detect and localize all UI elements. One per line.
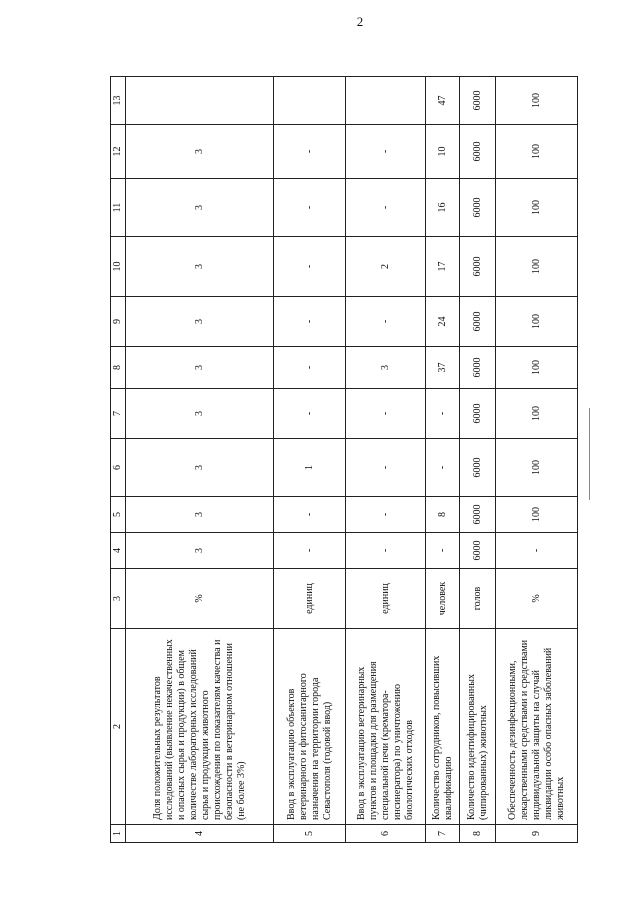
row-unit: голов <box>460 569 496 629</box>
value-cell: 3 <box>126 533 274 569</box>
value-cell: 100 <box>496 389 578 439</box>
value-cell: 3 <box>126 347 274 389</box>
value-cell: - <box>426 389 460 439</box>
value-cell: 3 <box>346 347 426 389</box>
value-cell: 3 <box>126 389 274 439</box>
value-cell: 37 <box>426 347 460 389</box>
value-cell: 6000 <box>460 533 496 569</box>
header-cell: 12 <box>111 125 126 179</box>
value-cell: 3 <box>126 237 274 297</box>
value-cell: 1 <box>274 439 346 497</box>
row-number: 6 <box>346 825 426 843</box>
value-cell: - <box>274 389 346 439</box>
row-description: Обеспеченность дезинфекционными, лекарственными средствами и средствами индивидуальной защиты на случай ликвидации особо опасных заболеваний животных <box>496 629 578 825</box>
header-cell: 9 <box>111 297 126 347</box>
value-cell: - <box>426 533 460 569</box>
value-cell: 100 <box>496 237 578 297</box>
value-cell <box>126 77 274 125</box>
row-number: 7 <box>426 825 460 843</box>
row-unit: % <box>496 569 578 629</box>
header-cell: 2 <box>111 629 126 825</box>
value-cell: 100 <box>496 347 578 389</box>
table-row <box>126 77 274 843</box>
scan-mark <box>589 408 590 500</box>
value-cell: 3 <box>126 125 274 179</box>
value-cell: 100 <box>496 497 578 533</box>
value-cell: - <box>496 533 578 569</box>
value-cell: 2 <box>346 237 426 297</box>
header-cell: 5 <box>111 497 126 533</box>
value-cell: - <box>274 179 346 237</box>
value-cell <box>274 77 346 125</box>
value-cell: 24 <box>426 297 460 347</box>
value-cell: 10 <box>426 125 460 179</box>
value-cell: 6000 <box>460 77 496 125</box>
value-cell: 6000 <box>460 497 496 533</box>
value-cell: - <box>346 389 426 439</box>
header-cell: 4 <box>111 533 126 569</box>
value-cell: - <box>346 297 426 347</box>
value-cell: 6000 <box>460 389 496 439</box>
value-cell: 100 <box>496 439 578 497</box>
header-cell: 13 <box>111 77 126 125</box>
row-unit: единиц <box>274 569 346 629</box>
value-cell: - <box>274 125 346 179</box>
row-unit: % <box>126 569 274 629</box>
header-row <box>111 77 126 843</box>
row-description: Ввод в эксплуатацию объектов ветеринарного и фитосанитарного назначения на территории города Севастополя (годовой ввод) <box>274 629 346 825</box>
row-description: Количество идентифицированных (чипированных) животных <box>460 629 496 825</box>
value-cell: - <box>274 497 346 533</box>
value-cell: - <box>274 237 346 297</box>
row-description: Ввод в эксплуатацию ветеринарных пунктов и площадки для размещения специальной печи (крематора-инсинератора) по уничтожению биологических отходов <box>346 629 426 825</box>
value-cell: 3 <box>126 297 274 347</box>
row-unit: единиц <box>346 569 426 629</box>
header-cell: 1 <box>111 825 126 843</box>
value-cell: - <box>346 533 426 569</box>
header-cell: 6 <box>111 439 126 497</box>
value-cell: - <box>274 533 346 569</box>
value-cell: - <box>346 179 426 237</box>
row-number: 5 <box>274 825 346 843</box>
value-cell: 3 <box>126 179 274 237</box>
row-unit: человек <box>426 569 460 629</box>
value-cell: - <box>346 125 426 179</box>
header-cell: 7 <box>111 389 126 439</box>
header-cell: 11 <box>111 179 126 237</box>
value-cell: 17 <box>426 237 460 297</box>
value-cell: 8 <box>426 497 460 533</box>
value-cell: 6000 <box>460 125 496 179</box>
value-cell: 100 <box>496 77 578 125</box>
row-description: Количество сотрудников, повысивших квалификацию <box>426 629 460 825</box>
page-number: 2 <box>356 14 364 29</box>
row-number: 9 <box>496 825 578 843</box>
value-cell: 100 <box>496 179 578 237</box>
value-cell <box>346 77 426 125</box>
rotated-table-wrapper <box>110 77 576 843</box>
table-row <box>496 77 578 843</box>
value-cell: 6000 <box>460 347 496 389</box>
value-cell: 47 <box>426 77 460 125</box>
data-table <box>110 76 578 843</box>
value-cell: 3 <box>126 439 274 497</box>
value-cell: 3 <box>126 497 274 533</box>
table-row <box>426 77 460 843</box>
table-row <box>346 77 426 843</box>
row-description: Доля положительных результатов исследований (выявление некачественных и опасных сырья и продукции) в общем количестве лабораторных исследований сырья и продукции животного происхождения по показателям качества и безопасности в ветеринарном отношении (не более 3%) <box>126 629 274 825</box>
value-cell: - <box>346 497 426 533</box>
value-cell: 6000 <box>460 439 496 497</box>
table-row <box>460 77 496 843</box>
table-row <box>274 77 346 843</box>
row-number: 4 <box>126 825 274 843</box>
value-cell: - <box>274 347 346 389</box>
value-cell: - <box>426 439 460 497</box>
value-cell: - <box>346 439 426 497</box>
header-cell: 3 <box>111 569 126 629</box>
value-cell: 100 <box>496 125 578 179</box>
value-cell: 16 <box>426 179 460 237</box>
value-cell: - <box>274 297 346 347</box>
value-cell: 6000 <box>460 237 496 297</box>
header-cell: 10 <box>111 237 126 297</box>
row-number: 8 <box>460 825 496 843</box>
value-cell: 6000 <box>460 179 496 237</box>
value-cell: 100 <box>496 297 578 347</box>
value-cell: 6000 <box>460 297 496 347</box>
header-cell: 8 <box>111 347 126 389</box>
